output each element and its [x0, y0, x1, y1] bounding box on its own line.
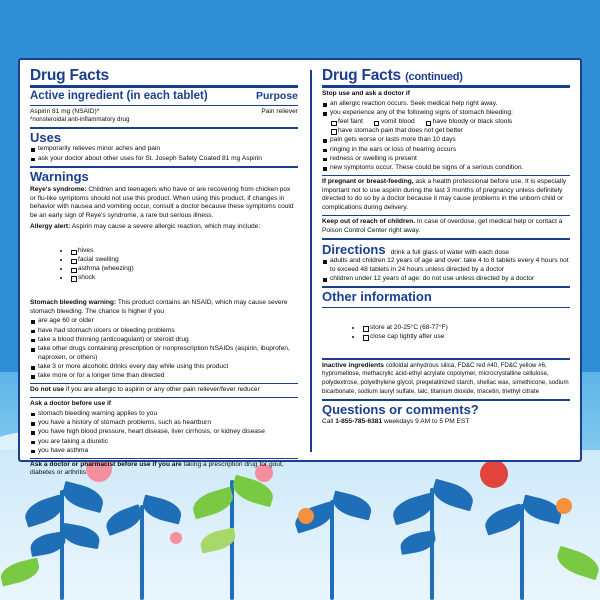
directions-list: [322, 257, 570, 284]
active-ingredient-name: Aspirin 81 mg (NSAID)*: [30, 107, 100, 115]
list-item: ringing in the ears or loss of hearing occurs: [322, 146, 570, 155]
drug-facts-title-text: Drug Facts: [322, 67, 401, 84]
pregnancy-text: ask a health professional before use. It is especially important not to use aspirin during the last 3 months of pregnancy unless definitely directed to do so by a doctor because it may cause problems in the unborn child or complications during delivery.: [322, 177, 567, 212]
divider: [322, 358, 570, 360]
list-item: take a blood thinning (anticoagulant) or steroid drug: [30, 336, 298, 345]
divider: [322, 286, 570, 288]
continued-label: (continued): [405, 71, 463, 83]
list-item: children under 12 years of age: do not use unless directed by a doctor: [322, 275, 570, 284]
divider: [322, 175, 570, 176]
list-item: you have a history of stomach problems, such as heartburn: [30, 419, 298, 428]
list-item: • shock: [70, 274, 288, 283]
ask-pharmacist: [30, 461, 298, 479]
drug-facts-title: Drug Facts: [30, 67, 109, 84]
flower-dot: [480, 460, 508, 488]
directions-header: [322, 242, 570, 258]
list-item: • facial swelling: [70, 256, 288, 265]
other-information-list: [322, 324, 570, 342]
divider: [30, 397, 298, 398]
drug-facts-title-continued: [322, 68, 570, 84]
keep-out-of-reach: [322, 218, 570, 236]
questions-contact: [322, 418, 570, 427]
active-ingredient-header: [30, 90, 298, 103]
active-ingredient-footnote: *nonsteroidal anti-inflammatory drug: [30, 116, 130, 124]
allergy-text: Aspirin may cause a severe allergic reaction, which may include:: [71, 222, 261, 230]
list-item: redness or swelling is present: [322, 155, 570, 164]
divider: [30, 166, 298, 168]
divider: [322, 215, 570, 216]
list-item: • asthma (wheezing): [70, 265, 288, 274]
directions-lead: drink a full glass of water with each dose: [390, 248, 509, 256]
list-item: stomach bleeding warning applies to you: [30, 410, 298, 419]
drug-facts-label: [18, 58, 582, 477]
divider: [322, 238, 570, 240]
list-item: have stomach pain that does not get better: [330, 127, 463, 136]
do-not-use-label: Do not use: [30, 386, 65, 394]
divider: [30, 383, 298, 384]
keep-out-label: Keep out of reach of children.: [322, 217, 416, 225]
inactive-ingredients-heading: Inactive ingredients: [322, 361, 384, 369]
active-ingredient-row: [30, 108, 298, 117]
uses-heading: Uses: [30, 129, 62, 145]
stomach-bleeding-text: This product contains an NSAID, which may cause severe stomach bleeding. The chance is higher if you: [30, 298, 288, 315]
flower-dot: [298, 508, 314, 524]
pregnancy-warning: [322, 178, 570, 213]
do-not-use-text: if you are allergic to aspirin or any other pain reliever/fever reducer: [65, 386, 260, 394]
do-not-use: [30, 386, 298, 395]
purpose-heading: Purpose: [255, 90, 298, 103]
divider: [30, 85, 298, 88]
keep-out-text: In case of overdose, get medical help or contact a Poison Control Center right away.: [322, 217, 563, 234]
ask-pharmacist-label: Ask a doctor or pharmacist before use if you are: [30, 460, 182, 468]
bleeding-signs-list: [330, 118, 570, 136]
warnings-heading: Warnings: [30, 168, 89, 184]
list-item: temporarily relieves minor aches and pain: [30, 145, 298, 154]
list-item: new symptoms occur. These could be signs of a serious condition.: [322, 164, 570, 173]
divider: [322, 85, 570, 88]
allergy-alert: [30, 223, 298, 232]
active-ingredient-purpose: Pain reliever: [261, 107, 298, 115]
uses-list: [30, 145, 298, 163]
list-item: adults and children 12 years of age and over: take 4 to 8 tablets every 4 hours not to exceed 48 tablets in 24 hours unless directed by a doctor: [322, 257, 570, 275]
stomach-bleeding-label: Stomach bleeding warning:: [30, 298, 117, 306]
label-right-column: [310, 68, 570, 454]
stomach-risk-list: [30, 317, 298, 381]
ask-doctor-heading: Ask a doctor before use if: [30, 399, 111, 407]
stop-use-heading: Stop use and ask a doctor if: [322, 90, 410, 98]
stop-use-list: [322, 100, 570, 173]
stomach-bleeding-warning: [30, 299, 298, 317]
list-item: • store at 20-25°C (68-77°F): [362, 324, 560, 333]
flower-dot: [170, 532, 182, 544]
ask-pharmacist-text: taking a prescription drug for gout, diabetes or arthritis: [30, 460, 284, 477]
pregnancy-label: If pregnant or breast-feeding,: [322, 177, 414, 185]
label-left-column: [30, 67, 298, 477]
inactive-ingredients: [322, 362, 570, 397]
inactive-ingredients-text: colloidal anhydrous silica, FD&C red #40, FD&C yellow #6, hypromellose, methacrylic acid-ethyl acrylate copolymer, microcrystalline cellulose, polydextrose, polyethylene glycol, pregelatinized starch, shellac wax, simethicone, sodium bicarbonate, sodium lauryl sulfate, talc, titanium dioxide, triacetin, triethyl citrate: [322, 361, 569, 396]
list-item: you are taking a diuretic: [30, 438, 298, 447]
list-item: take more or for a longer time than directed: [30, 372, 298, 381]
list-item: you have high blood pressure, heart disease, liver cirrhosis, or kidney disease: [30, 428, 298, 437]
list-item: • close cap tightly after use: [362, 333, 560, 342]
list-item: take 3 or more alcoholic drinks every day while using this product: [30, 363, 298, 372]
list-item: you have asthma: [30, 447, 298, 456]
list-item: are age 60 or older: [30, 317, 298, 326]
bleeding-signs-intro: you experience any of the following signs of stomach bleeding:: [330, 109, 513, 117]
allergy-label: Allergy alert:: [30, 222, 71, 230]
plant-stem: [140, 505, 144, 600]
questions-heading: Questions or comments?: [322, 401, 479, 417]
list-item: vomit blood: [373, 118, 415, 127]
other-information-heading: Other information: [322, 289, 432, 304]
list-item: have had stomach ulcers or bleeding problems: [30, 327, 298, 336]
reyes-label: Reye's syndrome:: [30, 185, 87, 193]
active-ingredient-heading: Active ingredient (in each tablet): [30, 90, 208, 103]
list-item: • hives: [70, 247, 288, 256]
list-item: [322, 109, 570, 136]
list-item: ask your doctor about other uses for St. Joseph Safety Coated 81 mg Aspirin: [30, 155, 298, 164]
divider: [30, 458, 298, 459]
divider: [322, 399, 570, 401]
flower-dot: [556, 498, 572, 514]
call-prefix: Call: [322, 417, 336, 425]
list-item: pain gets worse or lasts more than 10 days: [322, 136, 570, 145]
list-item: feel faint: [330, 118, 363, 127]
reyes-warning: [30, 186, 298, 221]
list-item: take other drugs containing prescription or nonprescription NSAIDs (aspirin, ibuprofen, naproxen, or others): [30, 345, 298, 363]
list-item: have bloody or black stools: [425, 118, 513, 127]
divider: [30, 105, 298, 106]
divider: [30, 127, 298, 129]
ask-doctor-list: [30, 410, 298, 456]
call-suffix: weekdays 9 AM to 5 PM EST: [382, 417, 470, 425]
phone-number: 1-855-785-6381: [335, 417, 383, 425]
allergy-symptom-list: [30, 247, 298, 283]
reyes-text: Children and teenagers who have or are recovering from chicken pox or flu-like symptoms should not use this product. When using this product, if changes in behavior with nausea and vomiting occur, consult a doctor because these symptoms could be an early sign of Reye's syndrome, a rare but serious illness.: [30, 185, 294, 220]
divider: [322, 307, 570, 308]
directions-heading: Directions: [322, 241, 386, 257]
list-item: an allergic reaction occurs. Seek medical help right away.: [322, 100, 570, 109]
